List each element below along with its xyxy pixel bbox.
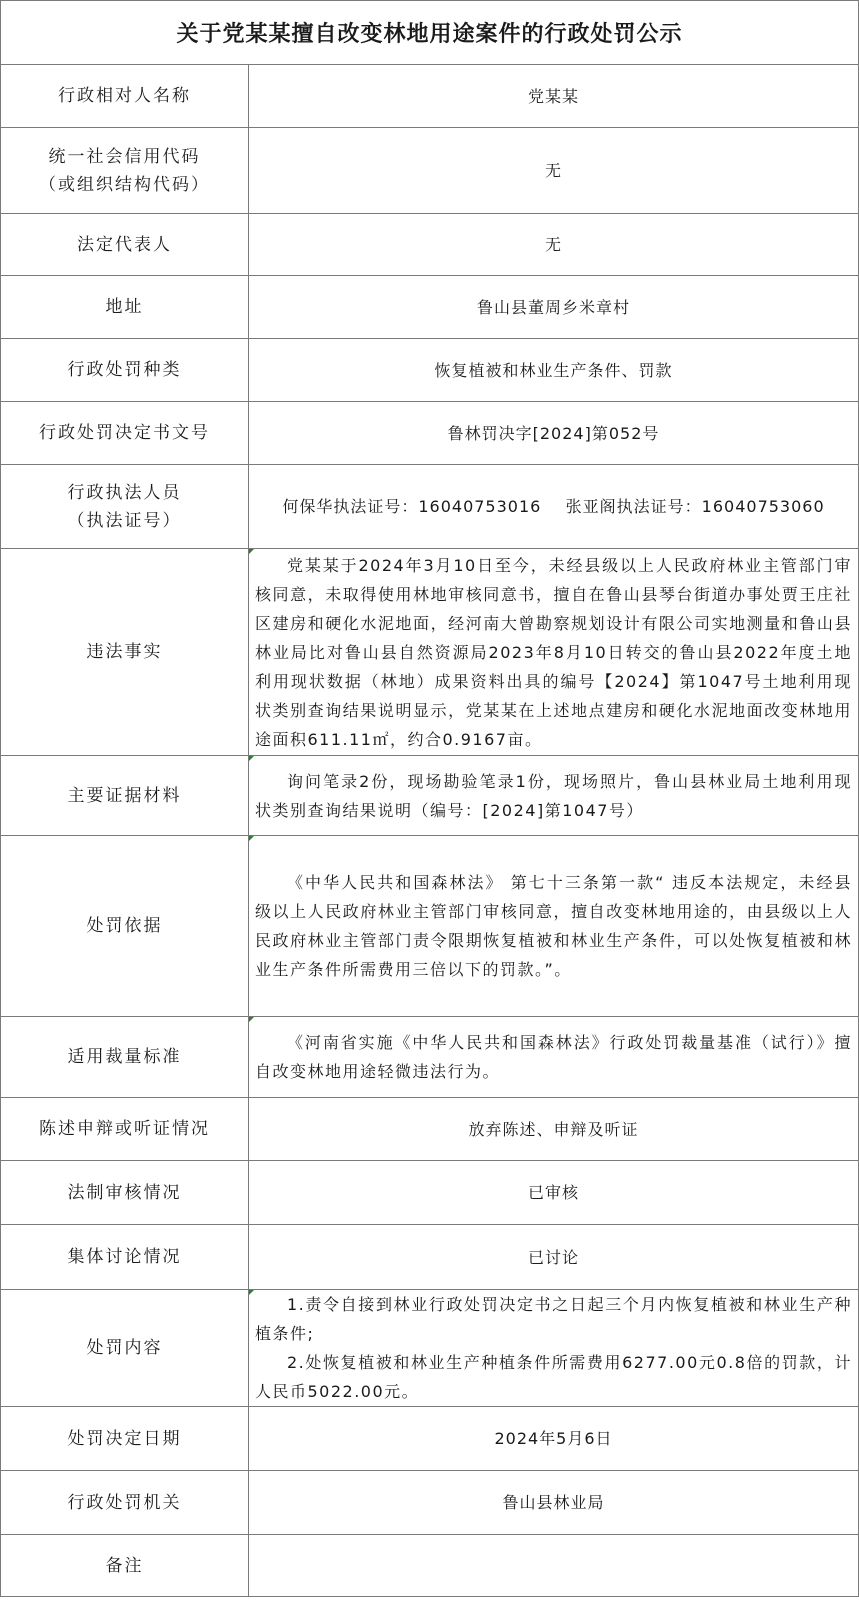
penalty-content-item-1: 1.责令自接到林业行政处罚决定书之日起三个月内恢复植被和林业生产种植条件; [255, 1295, 852, 1343]
value-evidence [249, 756, 859, 836]
label-penalty-authority: 行政处罚机关 [1, 1471, 249, 1535]
table-row-group-discussion [1, 1225, 859, 1290]
label-credit-code-line1: 统一社会信用代码 [48, 146, 201, 167]
value-discretion-standard [249, 1017, 859, 1098]
label-legal-rep: 法定代表人 [1, 214, 249, 276]
label-evidence: 主要证据材料 [1, 756, 249, 836]
label-party-name: 行政相对人名称 [1, 65, 249, 128]
table-row-legal-rep [1, 214, 859, 276]
value-penalty-type: 恢复植被和林业生产条件、罚款 [249, 339, 859, 402]
table-row-decision-number [1, 402, 859, 465]
value-legal-rep: 无 [249, 214, 859, 276]
value-group-discussion: 已讨论 [249, 1225, 859, 1290]
label-violation-facts: 违法事实 [1, 549, 249, 756]
label-address: 地址 [1, 276, 249, 339]
table-row-address [1, 276, 859, 339]
value-party-name: 党某某 [249, 65, 859, 128]
value-enforcement-officers: 何保华执法证号：16040753016 张亚阁执法证号：16040753060 [249, 465, 859, 549]
label-decision-number: 行政处罚决定书文号 [1, 402, 249, 465]
label-hearing: 陈述申辩或听证情况 [1, 1098, 249, 1161]
label-legal-review: 法制审核情况 [1, 1161, 249, 1225]
value-remarks [249, 1535, 859, 1597]
violation-facts-text: 党某某于2024年3月10日至今，未经县级以上人民政府林业主管部门审核同意，未取得使用林地审核同意书，擅自在鲁山县琴台街道办事处贾王庄社区建房和硬化水泥地面，经河南大曾勘察规划设计有限公司实地测量和鲁山县林业局比对鲁山县自然资源局2023年8月10日转交的鲁山县2022年度土地利用现状数据（林地）成果资料出具的编号【2024】第1047号土地利用现状类别查询结果说明显示，党某某在上述地点建房和硬化水泥地面改变林地用途面积611.11㎡，约合0.9167亩。 [255, 555, 852, 749]
label-decision-date: 处罚决定日期 [1, 1407, 249, 1471]
label-officers-line1: 行政执法人员 [67, 482, 182, 503]
table-row-legal-review [1, 1161, 859, 1225]
value-address: 鲁山县董周乡米章村 [249, 276, 859, 339]
value-legal-review: 已审核 [249, 1161, 859, 1225]
penalty-content-item-2: 2.处恢复植被和林业生产种植条件所需费用6277.00元0.8倍的罚款，计人民币5022.00元。 [255, 1353, 852, 1401]
label-penalty-type: 行政处罚种类 [1, 339, 249, 402]
table-row-enforcement-officers [1, 465, 859, 549]
value-penalty-authority: 鲁山县林业局 [249, 1471, 859, 1535]
table-row-evidence [1, 756, 859, 836]
table-row-penalty-content [1, 1290, 859, 1407]
value-penalty-content [249, 1290, 859, 1407]
table-row-discretion-standard [1, 1017, 859, 1098]
table-row-penalty-type [1, 339, 859, 402]
table-row-penalty-authority [1, 1471, 859, 1535]
legal-basis-text: 《中华人民共和国森林法》 第七十三条第一款“ 违反本法规定，未经县级以上人民政府林业主管部门审核同意，擅自改变林地用途的，由县级以上人民政府林业主管部门责令限期恢复植被和林业生产条件，可以处恢复植被和林业生产条件所需费用三倍以下的罚款。”。 [255, 873, 852, 979]
document-title: 关于党某某擅自改变林地用途案件的行政处罚公示 [0, 0, 859, 64]
label-credit-code [1, 128, 249, 214]
table-row-credit-code [1, 128, 859, 214]
value-violation-facts [249, 549, 859, 756]
table-row-violation-facts [1, 549, 859, 756]
label-credit-code-line2: （或组织结构代码） [39, 174, 210, 195]
label-group-discussion: 集体讨论情况 [1, 1225, 249, 1290]
table-row-party-name [1, 65, 859, 128]
table-row-hearing [1, 1098, 859, 1161]
label-remarks: 备注 [1, 1535, 249, 1597]
value-credit-code: 无 [249, 128, 859, 214]
label-discretion-standard: 适用裁量标准 [1, 1017, 249, 1098]
label-officers-line2: （执法证号） [67, 510, 182, 531]
label-legal-basis: 处罚依据 [1, 836, 249, 1017]
value-legal-basis [249, 836, 859, 1017]
value-hearing: 放弃陈述、申辩及听证 [249, 1098, 859, 1161]
penalty-info-table [0, 64, 859, 1597]
table-row-remarks [1, 1535, 859, 1597]
label-penalty-content: 处罚内容 [1, 1290, 249, 1407]
table-row-decision-date [1, 1407, 859, 1471]
value-decision-date: 2024年5月6日 [249, 1407, 859, 1471]
value-decision-number: 鲁林罚决字[2024]第052号 [249, 402, 859, 465]
evidence-text: 询问笔录2份，现场勘验笔录1份，现场照片，鲁山县林业局土地利用现状类别查询结果说明（编号：[2024]第1047号） [255, 771, 852, 820]
table-row-legal-basis [1, 836, 859, 1017]
label-enforcement-officers [1, 465, 249, 549]
discretion-standard-text: 《河南省实施《中华人民共和国森林法》行政处罚裁量基准（试行）》擅自改变林地用途轻微违法行为。 [255, 1033, 852, 1081]
